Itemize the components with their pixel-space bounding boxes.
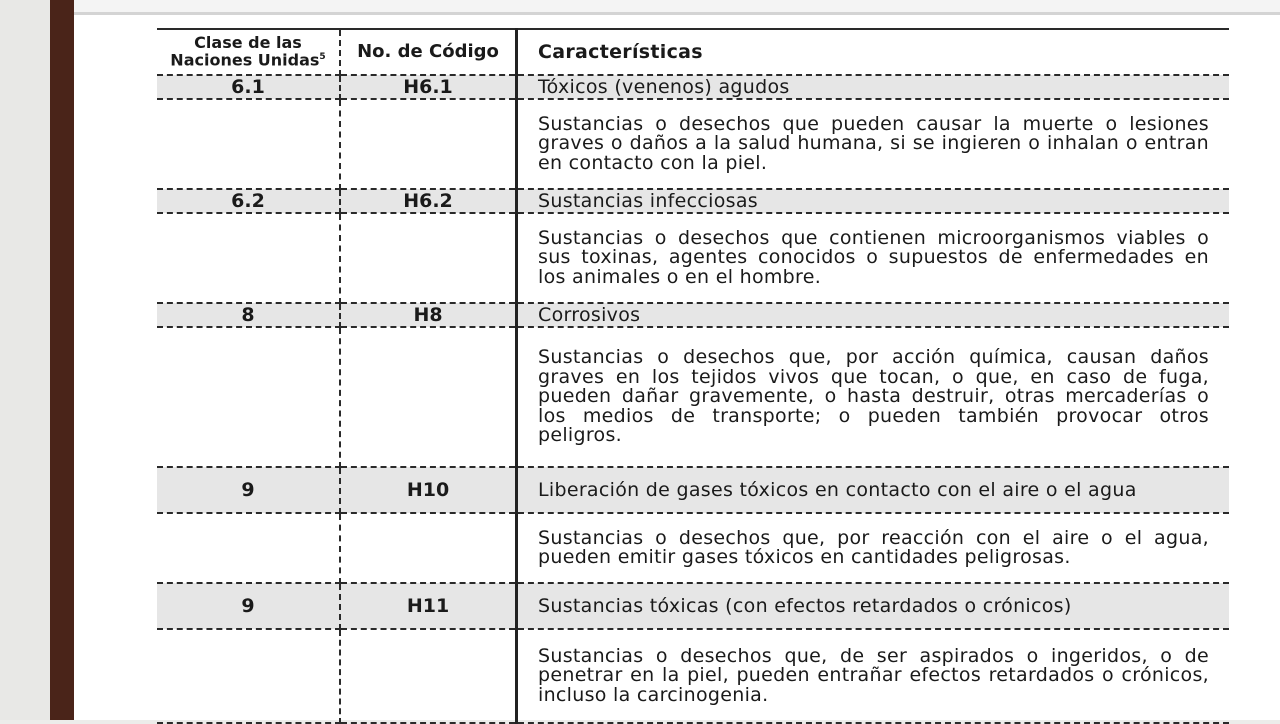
table-row-description (157, 327, 1229, 467)
codigo-cell: H8 (340, 303, 517, 327)
titulo-cell: Tóxicos (venenos) agudos (517, 75, 1230, 99)
slide-accent-bar (50, 0, 74, 720)
table-row-category (157, 75, 1229, 99)
header-clase-label: Clase de las Naciones Unidas (170, 33, 320, 70)
empty-cell (340, 213, 517, 303)
clase-cell: 9 (157, 467, 340, 513)
clase-cell: 8 (157, 303, 340, 327)
titulo-cell: Sustancias infecciosas (517, 189, 1230, 213)
header-caracteristicas: Características (517, 29, 1230, 75)
descripcion-cell: Sustancias o desechos que, de ser aspirados o ingeridos, o de penetrar en la piel, pueden entrañar efectos retardados o crónicos, incluso la carcinogenia. (517, 629, 1230, 723)
descripcion-cell: Sustancias o desechos que, por reacción con el aire o el agua, pueden emitir gases tóxicos en cantidades peligrosas. (517, 513, 1230, 583)
empty-cell (157, 513, 340, 583)
table-row-category (157, 583, 1229, 629)
empty-cell (340, 513, 517, 583)
table-row-category (157, 189, 1229, 213)
table-row-description (157, 99, 1229, 189)
previous-page-edge (74, 0, 1280, 12)
descripcion-cell: Sustancias o desechos que contienen microorganismos viables o sus toxinas, agentes conocidos o supuestos de enfermedades en los animales o en el hombre. (517, 213, 1230, 303)
empty-cell (157, 327, 340, 467)
header-clase (157, 29, 340, 75)
codigo-cell: H6.1 (340, 75, 517, 99)
empty-cell (157, 99, 340, 189)
header-codigo: No. de Código (340, 29, 517, 75)
table-row-description (157, 513, 1229, 583)
page-divider (74, 12, 1280, 15)
descripcion-cell: Sustancias o desechos que pueden causar la muerte o lesiones graves o daños a la salud humana, si se ingieren o inhalan o entran en contacto con la piel. (517, 99, 1230, 189)
clase-cell: 9 (157, 583, 340, 629)
empty-cell (157, 213, 340, 303)
empty-cell (157, 629, 340, 723)
codigo-cell: H10 (340, 467, 517, 513)
table-header-row (157, 29, 1229, 75)
table-row-description (157, 213, 1229, 303)
empty-cell (340, 629, 517, 723)
empty-cell (340, 99, 517, 189)
titulo-cell: Liberación de gases tóxicos en contacto con el aire o el agua (517, 467, 1230, 513)
clase-cell: 6.1 (157, 75, 340, 99)
descripcion-cell: Sustancias o desechos que, por acción química, causan daños graves en los tejidos vivos que tocan, o que, en caso de fuga, pueden dañar gravemente, o hasta destruir, otras mercaderías o los medios de transporte; o pueden también provocar otros peligros. (517, 327, 1230, 467)
titulo-cell: Sustancias tóxicas (con efectos retardados o crónicos) (517, 583, 1230, 629)
clase-cell: 6.2 (157, 189, 340, 213)
codigo-cell: H6.2 (340, 189, 517, 213)
document-table-container (157, 28, 1229, 724)
hazard-classes-table (157, 28, 1229, 724)
codigo-cell: H11 (340, 583, 517, 629)
empty-cell (340, 327, 517, 467)
table-row-category (157, 303, 1229, 327)
table-row-description (157, 629, 1229, 723)
left-margin (0, 0, 50, 720)
titulo-cell: Corrosivos (517, 303, 1230, 327)
footnote-marker: 5 (319, 52, 326, 63)
slide (74, 0, 1280, 720)
table-row-category (157, 467, 1229, 513)
